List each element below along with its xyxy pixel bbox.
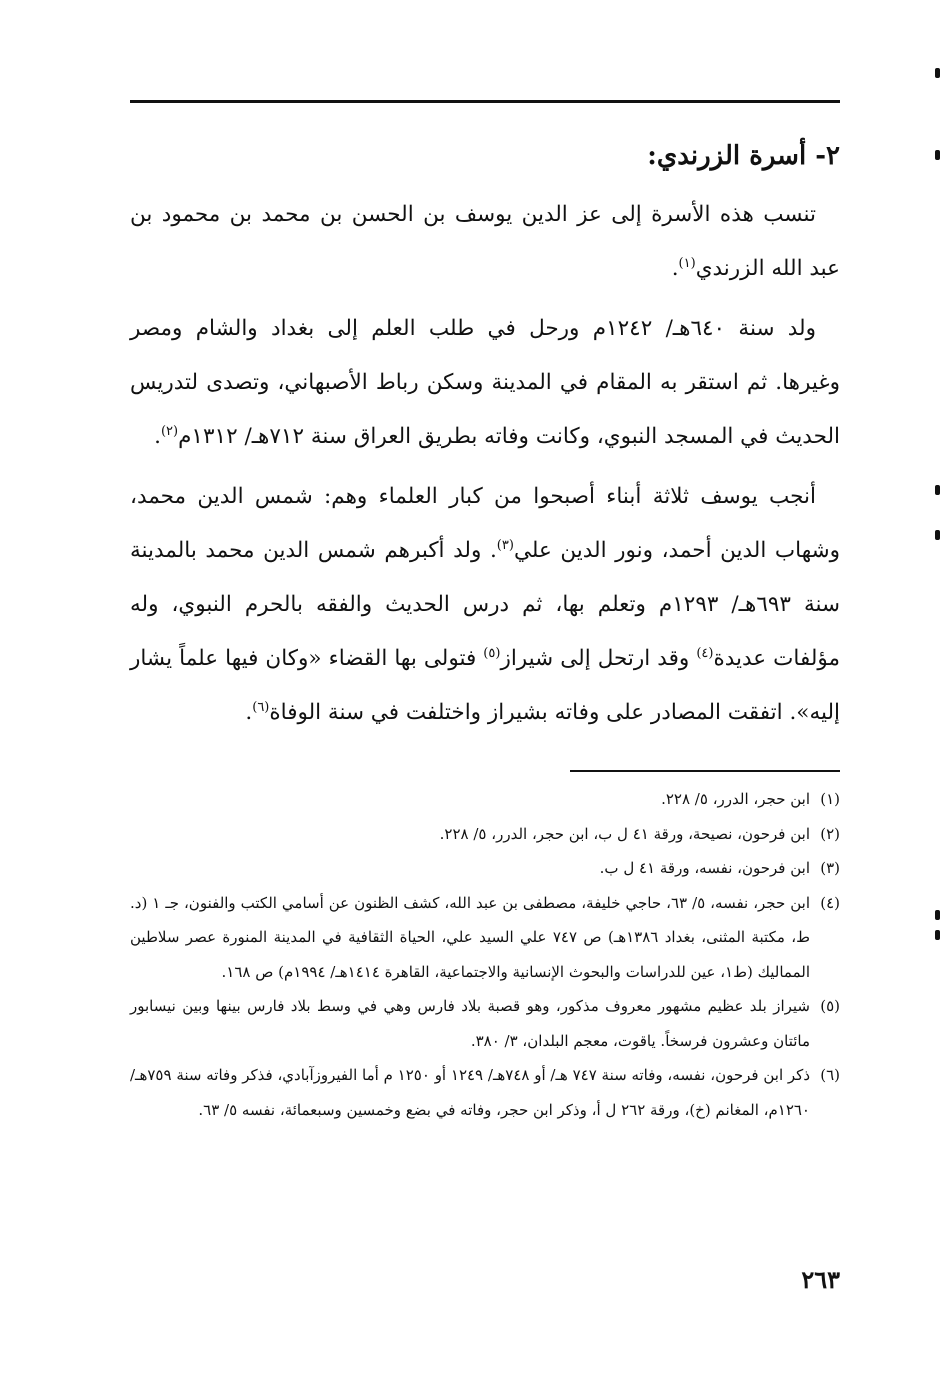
- scan-edge-mark: [935, 68, 940, 78]
- paragraph-text: أنجب يوسف ثلاثة أبناء أصبحوا من كبار العلماء وهم: شمس الدين محمد، وشهاب الدين أحمد، ونور الدين علي: [130, 484, 840, 563]
- header-rule: [130, 100, 840, 103]
- paragraph-text: . ولد أكبرهم شمس الدين محمد بالمدينة سنة ٦٩٣هـ/ ١٢٩٣م وتعلم بها، ثم درس الحديث والفقه بالحرم النبوي، وله مؤلفات عديدة: [130, 538, 841, 671]
- footnote-number: (٢): [820, 824, 840, 843]
- footnote-text: ابن فرحون، نفسه، ورقة ٤١ ل ب.: [599, 859, 810, 877]
- footnote-5: [130, 989, 840, 1058]
- footnote-text: شيراز بلد عظيم مشهور معروف مذكور، وهو قصبة بلاد فارس وهي في وسط بلاد فارس بينها وبين نيسابور مائتان وعشرون فرسخاً. ياقوت، معجم البلدان، ٣/ ٣٨٠.: [130, 997, 810, 1050]
- footnote-1: [130, 782, 840, 817]
- paragraph-text: ولد سنة ٦٤٠هـ/ ١٢٤٢م ورحل في طلب العلم إلى بغداد والشام ومصر وغيرها. ثم استقر به المقام في المدينة وسكن رباط الأصبهاني، وتصدى لتدريس الحديث في المسجد النبوي، وكانت وفاته بطريق العراق سنة ٧١٢هـ/ ١٣١٢م: [130, 316, 840, 449]
- paragraph-lineage: [130, 188, 840, 296]
- footnote-4: [130, 886, 840, 990]
- footnote-number: (٤): [820, 893, 840, 912]
- page-number: ٢٦٣: [801, 1265, 840, 1294]
- footnote-number: (٣): [820, 859, 840, 877]
- footnote-ref[interactable]: (٥): [483, 645, 501, 661]
- scan-edge-mark: [935, 530, 940, 540]
- footnote-ref[interactable]: (١): [678, 255, 696, 271]
- footnote-text: ابن حجر، نفسه، ٥/ ٦٣، حاجي خليفة، مصطفى بن عبد الله، كشف الظنون عن أسامي الكتب والفنون، جـ ١ (د. ط، مكتبة المثنى، بغداد ١٣٨٦هـ) ص ٧٤٧ علي السيد علي، الحياة الثقافية في المدينة المنورة عصر سلاطين المماليك (ط١، عين للدراسات والبحوث الإنسانية والاجتماعية، القاهرة ١٤١٤هـ/ ١٩٩٤م) ص ١٦٨.: [130, 893, 811, 981]
- scan-edge-mark: [935, 485, 940, 495]
- footnote-2: [130, 817, 840, 852]
- paragraph-tail: .: [154, 424, 161, 449]
- paragraph-sons: [130, 470, 840, 740]
- footnote-3: [130, 851, 840, 886]
- scan-edge-mark: [935, 930, 940, 940]
- scan-edge-mark: [935, 150, 940, 160]
- section-title: ٢- أسرة الزرندي:: [647, 141, 840, 171]
- footnote-text: ابن حجر، الدرر، ٥/ ٢٢٨.: [661, 790, 810, 808]
- paragraph-text: وقد ارتحل إلى شيراز: [500, 646, 697, 671]
- footnotes: [130, 782, 840, 1127]
- paragraph-text: تنسب هذه الأسرة إلى عز الدين يوسف بن الحسن بن محمد بن محمود بن عبد الله الزرندي: [130, 202, 840, 281]
- body-text: [130, 188, 840, 746]
- footnote-rule: [570, 770, 840, 772]
- footnote-ref[interactable]: (٣): [496, 537, 514, 553]
- scan-edge-mark: [935, 910, 940, 920]
- footnote-text: ذكر ابن فرحون، نفسه، وفاته سنة ٧٤٧ هـ/ أو ٧٤٨هـ/ ١٢٤٩ أو ١٢٥٠ م أما الفيروزآبادي، فذكر وفاته سنة ٧٥٩هـ/ ١٢٦٠م، المغانم (خ)، ورقة ٢٦٢ ل أ، وذكر ابن حجر، وفاته في بضع وخمسين وسبعمائة، نفسه ٥/ ٦٣.: [130, 1066, 810, 1119]
- footnote-text: ابن فرحون، نصيحة، ورقة ٤١ ل ب، ابن حجر، الدرر، ٥/ ٢٢٨.: [439, 824, 810, 843]
- footnote-number: (١): [820, 790, 840, 808]
- paragraph-biography: [130, 302, 840, 464]
- paragraph-text: فتولى بها القضاء «وكان فيها علماً يشار إليه». اتفقت المصادر على وفاته بشيراز واختلفت في سنة الوفاة: [130, 646, 840, 725]
- footnote-ref[interactable]: (٢): [160, 423, 179, 439]
- footnote-ref[interactable]: (٦): [252, 699, 270, 715]
- paragraph-tail: .: [671, 256, 679, 281]
- footnote-number: (٥): [820, 997, 840, 1015]
- paragraph-tail: .: [245, 700, 253, 725]
- footnote-6: [130, 1058, 840, 1127]
- footnote-number: (٦): [820, 1066, 840, 1084]
- footnote-ref[interactable]: (٤): [696, 645, 714, 661]
